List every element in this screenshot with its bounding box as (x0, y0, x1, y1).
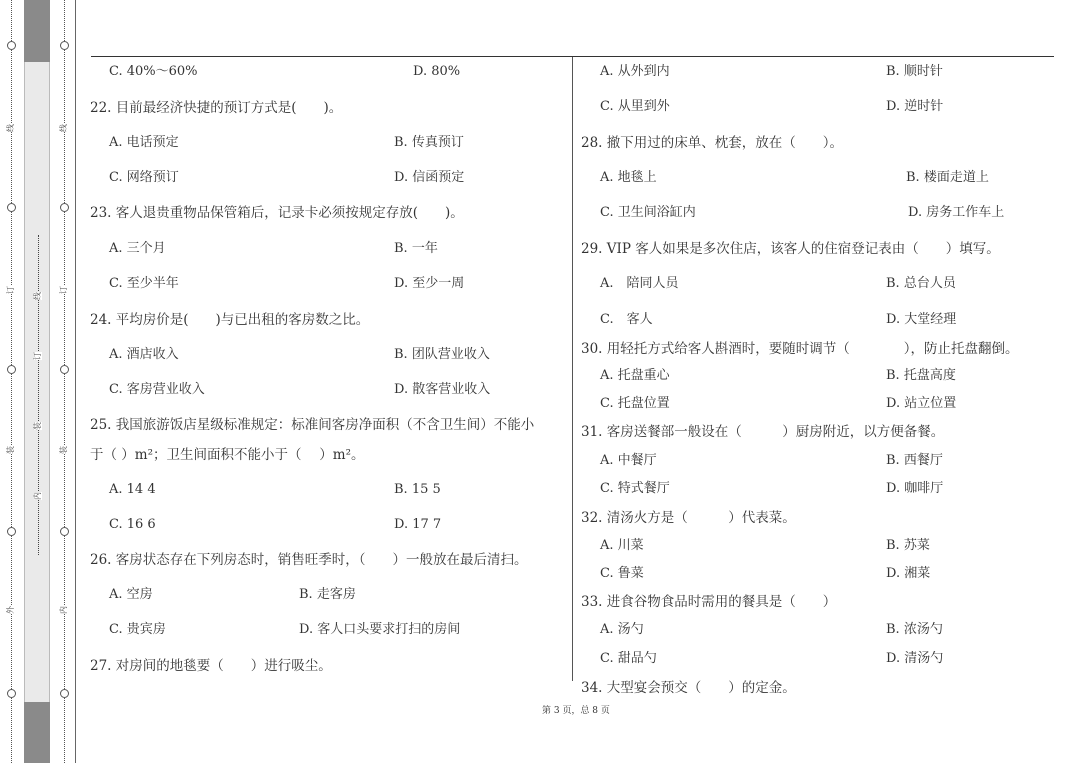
binding-char-bind: 装 (59, 446, 68, 454)
binding-hole (7, 689, 16, 698)
binding-char-bind: 装 (6, 446, 15, 454)
outer-cut-line (11, 0, 12, 763)
answer-option: D. 逆时针 (886, 99, 944, 114)
binding-hole (7, 203, 16, 212)
answer-option: B. 走客房 (299, 587, 356, 602)
answer-option: B. 传真预订 (394, 135, 464, 150)
question-text: 32. 清汤火方是（ ）代表菜。 (581, 510, 796, 526)
answer-option: B. 顺时针 (886, 64, 943, 79)
binding-char-order: 订 (59, 286, 68, 294)
page-number: 第 3 页，总 8 页 (542, 706, 610, 716)
answer-option: C. 客房营业收入 (109, 382, 205, 397)
answer-option: A. 托盘重心 (600, 368, 670, 383)
answer-option: B. 托盘高度 (886, 368, 956, 383)
answer-option: B. 团队营业收入 (394, 347, 490, 362)
answer-option: C. 40%～60% (109, 64, 198, 79)
answer-option: D. 咖啡厅 (886, 481, 944, 496)
answer-option: A. 中餐厅 (600, 453, 657, 468)
student-info-label: 订 (33, 352, 42, 360)
strip-dark-top (24, 0, 50, 62)
answer-option: C. 网络预订 (109, 170, 179, 185)
answer-option: B. 一年 (394, 241, 438, 256)
answer-option: C. 甜品勺 (600, 651, 657, 666)
answer-option: D. 房务工作车上 (908, 205, 1005, 220)
question-text: 31. 客房送餐部一般设在（ ）厨房附近，以方便备餐。 (581, 424, 945, 440)
answer-option: C. 16 6 (109, 517, 156, 532)
student-info-label: 线 (33, 292, 42, 300)
answer-option: A. 汤勺 (600, 622, 644, 637)
answer-option: D. 至少一周 (394, 276, 465, 291)
answer-option: A. 三个月 (109, 241, 166, 256)
answer-option: A. 酒店收入 (109, 347, 179, 362)
binding-char-order: 订 (6, 286, 15, 294)
answer-option: B. 苏菜 (886, 538, 930, 553)
answer-option: A. 14 4 (109, 482, 156, 497)
answer-option: C. 至少半年 (109, 276, 179, 291)
page-left-border (75, 0, 76, 763)
binding-hole (7, 365, 16, 374)
question-text: 23. 客人退贵重物品保管箱后，记录卡必须按规定存放( )。 (90, 205, 464, 221)
question-text: 27. 对房间的地毯要（ ）进行吸尘。 (90, 658, 332, 674)
question-text: 24. 平均房价是( )与已出租的客房数之比。 (90, 312, 370, 328)
binding-char-outer: 外 (6, 606, 15, 614)
answer-option: D. 散客营业收入 (394, 382, 491, 397)
answer-option: D. 信函预定 (394, 170, 465, 185)
answer-option: A. 地毯上 (600, 170, 657, 185)
answer-option: C. 鲁菜 (600, 566, 644, 581)
answer-option: B. 楼面走道上 (906, 170, 989, 185)
binding-hole (60, 527, 69, 536)
binding-hole (7, 527, 16, 536)
answer-option: B. 西餐厅 (886, 453, 943, 468)
question-text: 34. 大型宴会预交（ ）的定金。 (581, 680, 796, 696)
answer-option: C. 从里到外 (600, 99, 670, 114)
strip-light (24, 62, 50, 702)
answer-option: A. 电话预定 (109, 135, 179, 150)
answer-option: A. 空房 (109, 587, 153, 602)
answer-option: B. 15 5 (394, 482, 441, 497)
answer-option: B. 浓汤勺 (886, 622, 943, 637)
binding-hole (60, 365, 69, 374)
answer-option: C. 卫生间浴缸内 (600, 205, 696, 220)
student-info-label: 装 (33, 422, 42, 430)
answer-option: D. 大堂经理 (886, 312, 957, 327)
student-info-line (38, 235, 39, 555)
answer-option: C. 贵宾房 (109, 622, 166, 637)
answer-option: C. 特式餐厅 (600, 481, 670, 496)
question-text: 29. VIP 客人如果是多次住店，该客人的住宿登记表由（ ）填写。 (581, 241, 1000, 257)
question-text: 22. 目前最经济快捷的预订方式是( )。 (90, 100, 343, 116)
binding-hole (60, 689, 69, 698)
binding-char-line: 线 (59, 124, 68, 132)
question-text: 30. 用轻托方式给客人斟酒时，要随时调节（ ），防止托盘翻倒。 (581, 341, 1019, 357)
answer-option: D. 客人口头要求打扫的房间 (299, 622, 461, 637)
answer-option: A. 陪同人员 (600, 276, 679, 291)
question-text: 28. 撤下用过的床单、枕套，放在（ ）。 (581, 135, 844, 151)
inner-cut-line (64, 0, 65, 763)
answer-option: A. 川菜 (600, 538, 644, 553)
binding-char-inner: 内 (59, 606, 68, 614)
question-text: 33. 进食谷物食品时需用的餐具是（ ） (581, 594, 837, 610)
answer-option: D. 清汤勺 (886, 651, 944, 666)
binding-char-line: 线 (6, 124, 15, 132)
answer-option: B. 总台人员 (886, 276, 956, 291)
answer-option: C. 托盘位置 (600, 396, 670, 411)
answer-option: D. 湘菜 (886, 566, 931, 581)
student-info-label: 内 (33, 492, 42, 500)
question-text: 于（ ）m²；卫生间面积不能小于（ ）m²。 (90, 447, 365, 463)
binding-hole (60, 41, 69, 50)
answer-option: A. 从外到内 (600, 64, 670, 79)
strip-dark-bottom (24, 702, 50, 763)
answer-option: C. 客人 (600, 312, 653, 327)
binding-hole (60, 203, 69, 212)
answer-option: D. 80% (413, 64, 461, 79)
binding-hole (7, 41, 16, 50)
question-text: 26. 客房状态存在下列房态时，销售旺季时，（ ）一般放在最后清扫。 (90, 552, 528, 568)
question-text: 25. 我国旅游饭店星级标准规定：标准间客房净面积（不含卫生间）不能小 (90, 417, 535, 433)
answer-option: D. 17 7 (394, 517, 442, 532)
column-divider (572, 57, 573, 681)
answer-option: D. 站立位置 (886, 396, 957, 411)
